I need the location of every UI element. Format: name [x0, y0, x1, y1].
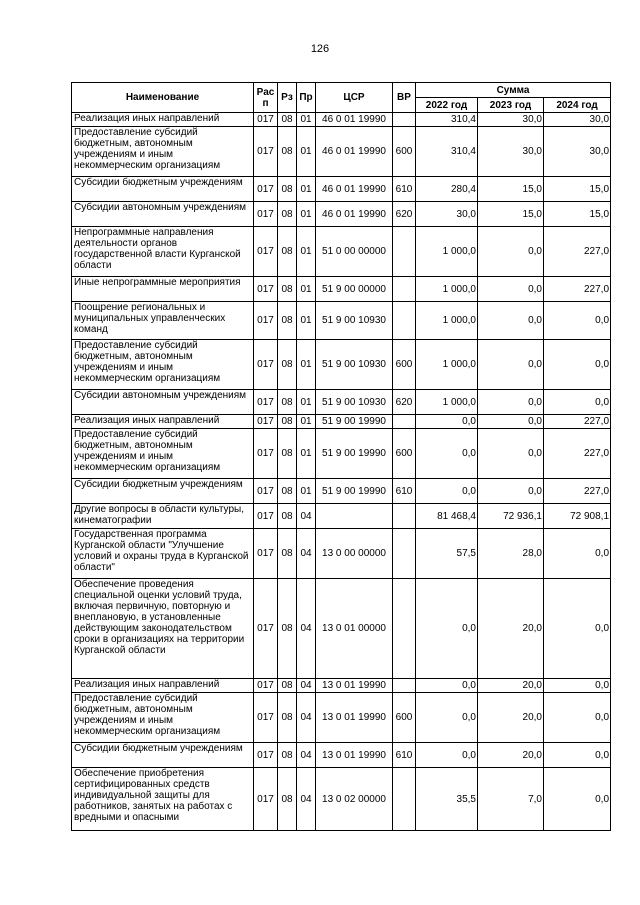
- row-sum-2023: 0,0: [478, 390, 544, 415]
- row-name: Субсидии автономным учреждениям: [72, 390, 254, 415]
- table-row: [72, 679, 611, 693]
- row-sum-2023: 0,0: [478, 227, 544, 277]
- row-rz: 08: [278, 504, 297, 529]
- row-sum-2022: 0,0: [416, 743, 478, 768]
- row-sum-2023: 28,0: [478, 529, 544, 579]
- row-pr: 01: [297, 277, 316, 302]
- row-sum-2022: 1 000,0: [416, 227, 478, 277]
- row-name: Непрограммные направления деятельности органов государственной власти Курганской области: [72, 227, 254, 277]
- row-csr: 13 0 01 19990: [316, 679, 393, 693]
- row-sum-2022: 1 000,0: [416, 277, 478, 302]
- row-rz: 08: [278, 302, 297, 340]
- row-pr: 01: [297, 415, 316, 429]
- header-name: Наименование: [72, 83, 254, 113]
- row-sum-2023: 15,0: [478, 177, 544, 202]
- row-sum-2022: 0,0: [416, 429, 478, 479]
- row-vr: [393, 415, 416, 429]
- row-ras: 017: [254, 113, 278, 127]
- row-csr: 46 0 01 19990: [316, 177, 393, 202]
- row-rz: 08: [278, 390, 297, 415]
- row-pr: 04: [297, 693, 316, 743]
- table-row: [72, 768, 611, 831]
- table-row: [72, 340, 611, 390]
- row-pr: 01: [297, 227, 316, 277]
- row-ras: 017: [254, 429, 278, 479]
- row-sum-2023: 72 936,1: [478, 504, 544, 529]
- row-rz: 08: [278, 479, 297, 504]
- row-name: Субсидии автономным учреждениям: [72, 202, 254, 227]
- row-sum-2024: 227,0: [544, 277, 611, 302]
- row-vr: 610: [393, 177, 416, 202]
- row-rz: 08: [278, 202, 297, 227]
- row-sum-2022: 0,0: [416, 415, 478, 429]
- row-sum-2024: 30,0: [544, 127, 611, 177]
- row-csr: 13 0 01 00000: [316, 579, 393, 679]
- row-pr: 04: [297, 504, 316, 529]
- row-vr: [393, 504, 416, 529]
- row-pr: 01: [297, 177, 316, 202]
- row-csr: 51 9 00 00000: [316, 277, 393, 302]
- row-csr: 13 0 01 19990: [316, 743, 393, 768]
- row-name: Предоставление субсидий бюджетным, автономным учреждениям и иным некоммерческим организациям: [72, 429, 254, 479]
- row-vr: [393, 529, 416, 579]
- row-csr: 13 0 00 00000: [316, 529, 393, 579]
- row-sum-2022: 310,4: [416, 127, 478, 177]
- row-sum-2023: 0,0: [478, 277, 544, 302]
- page-number: 126: [310, 43, 330, 55]
- row-sum-2023: 7,0: [478, 768, 544, 831]
- row-ras: 017: [254, 415, 278, 429]
- row-sum-2022: 1 000,0: [416, 340, 478, 390]
- header-vr: ВР: [393, 83, 416, 113]
- row-sum-2024: 0,0: [544, 529, 611, 579]
- row-pr: 04: [297, 679, 316, 693]
- row-sum-2024: 0,0: [544, 693, 611, 743]
- row-ras: 017: [254, 302, 278, 340]
- row-sum-2022: 0,0: [416, 693, 478, 743]
- row-pr: 01: [297, 113, 316, 127]
- row-ras: 017: [254, 177, 278, 202]
- row-sum-2024: 0,0: [544, 390, 611, 415]
- row-sum-2023: 15,0: [478, 202, 544, 227]
- row-pr: 04: [297, 529, 316, 579]
- table-row: [72, 390, 611, 415]
- table-row: [72, 415, 611, 429]
- row-sum-2022: 81 468,4: [416, 504, 478, 529]
- row-name: Другие вопросы в области культуры, кинематографии: [72, 504, 254, 529]
- row-ras: 017: [254, 227, 278, 277]
- row-sum-2024: 0,0: [544, 743, 611, 768]
- row-sum-2022: 1 000,0: [416, 302, 478, 340]
- row-vr: 610: [393, 479, 416, 504]
- table-row: [72, 479, 611, 504]
- table-row: [72, 504, 611, 529]
- row-vr: [393, 579, 416, 679]
- row-csr: [316, 504, 393, 529]
- row-name: Поощрение региональных и муниципальных управленческих команд: [72, 302, 254, 340]
- row-sum-2022: 0,0: [416, 479, 478, 504]
- row-ras: 017: [254, 743, 278, 768]
- row-sum-2022: 310,4: [416, 113, 478, 127]
- row-pr: 01: [297, 390, 316, 415]
- row-sum-2024: 15,0: [544, 177, 611, 202]
- header-2024: 2024 год: [544, 98, 611, 113]
- row-csr: 46 0 01 19990: [316, 202, 393, 227]
- row-pr: 01: [297, 479, 316, 504]
- row-name: Иные непрограммные мероприятия: [72, 277, 254, 302]
- row-sum-2022: 0,0: [416, 579, 478, 679]
- row-sum-2023: 20,0: [478, 579, 544, 679]
- header-ras: Рас п: [254, 83, 278, 113]
- row-pr: 01: [297, 340, 316, 390]
- row-vr: 600: [393, 693, 416, 743]
- row-ras: 017: [254, 479, 278, 504]
- row-csr: 51 9 00 10930: [316, 390, 393, 415]
- row-sum-2024: 0,0: [544, 679, 611, 693]
- row-name: Предоставление субсидий бюджетным, автономным учреждениям и иным некоммерческим организациям: [72, 340, 254, 390]
- row-sum-2023: 20,0: [478, 679, 544, 693]
- row-name: Субсидии бюджетным учреждениям: [72, 479, 254, 504]
- row-sum-2023: 20,0: [478, 743, 544, 768]
- row-ras: 017: [254, 390, 278, 415]
- row-vr: 620: [393, 390, 416, 415]
- row-csr: 51 9 00 10930: [316, 340, 393, 390]
- table-row: [72, 227, 611, 277]
- header-csr: ЦСР: [316, 83, 393, 113]
- row-ras: 017: [254, 693, 278, 743]
- row-sum-2023: 30,0: [478, 127, 544, 177]
- row-csr: 51 9 00 19990: [316, 479, 393, 504]
- row-name: Государственная программа Курганской области "Улучшение условий и охраны труда в Курганской области": [72, 529, 254, 579]
- table-row: [72, 529, 611, 579]
- row-csr: 13 0 01 19990: [316, 693, 393, 743]
- row-sum-2022: 280,4: [416, 177, 478, 202]
- row-sum-2024: 0,0: [544, 579, 611, 679]
- row-ras: 017: [254, 529, 278, 579]
- row-sum-2024: 0,0: [544, 340, 611, 390]
- row-pr: 04: [297, 743, 316, 768]
- row-name: Предоставление субсидий бюджетным, автономным учреждениям и иным некоммерческим организациям: [72, 127, 254, 177]
- row-rz: 08: [278, 679, 297, 693]
- table-row: [72, 429, 611, 479]
- row-sum-2023: 0,0: [478, 340, 544, 390]
- row-rz: 08: [278, 693, 297, 743]
- row-csr: 51 9 00 10930: [316, 302, 393, 340]
- row-sum-2024: 0,0: [544, 768, 611, 831]
- row-vr: [393, 277, 416, 302]
- table-row: [72, 177, 611, 202]
- row-sum-2023: 0,0: [478, 429, 544, 479]
- row-name: Субсидии бюджетным учреждениям: [72, 177, 254, 202]
- row-name: Обеспечение проведения специальной оценки условий труда, включая первичную, повторную и внеплановую, в установленные действующим законодательством сроки в организациях на территории Курганской области: [72, 579, 254, 679]
- row-sum-2023: 0,0: [478, 479, 544, 504]
- row-rz: 08: [278, 415, 297, 429]
- row-vr: [393, 113, 416, 127]
- row-ras: 017: [254, 202, 278, 227]
- row-sum-2024: 227,0: [544, 227, 611, 277]
- table-row: [72, 743, 611, 768]
- row-sum-2022: 0,0: [416, 679, 478, 693]
- row-vr: [393, 768, 416, 831]
- row-vr: 610: [393, 743, 416, 768]
- header-pr: Пр: [297, 83, 316, 113]
- row-pr: 04: [297, 579, 316, 679]
- row-ras: 017: [254, 768, 278, 831]
- table-row: [72, 202, 611, 227]
- row-vr: 600: [393, 429, 416, 479]
- row-rz: 08: [278, 177, 297, 202]
- row-csr: 51 0 00 00000: [316, 227, 393, 277]
- header-sum: Сумма: [416, 83, 611, 98]
- row-sum-2024: 227,0: [544, 415, 611, 429]
- row-sum-2023: 0,0: [478, 302, 544, 340]
- row-ras: 017: [254, 679, 278, 693]
- row-vr: 600: [393, 127, 416, 177]
- row-ras: 017: [254, 504, 278, 529]
- row-sum-2024: 227,0: [544, 429, 611, 479]
- row-name: Реализация иных направлений: [72, 679, 254, 693]
- row-rz: 08: [278, 429, 297, 479]
- row-name: Реализация иных направлений: [72, 113, 254, 127]
- table-row: [72, 277, 611, 302]
- row-sum-2022: 35,5: [416, 768, 478, 831]
- budget-table: [71, 82, 611, 831]
- row-vr: [393, 302, 416, 340]
- table-row: [72, 302, 611, 340]
- row-pr: 04: [297, 768, 316, 831]
- row-name: Субсидии бюджетным учреждениям: [72, 743, 254, 768]
- table-row: [72, 693, 611, 743]
- row-rz: 08: [278, 277, 297, 302]
- row-pr: 01: [297, 202, 316, 227]
- row-rz: 08: [278, 768, 297, 831]
- row-sum-2023: 0,0: [478, 415, 544, 429]
- row-pr: 01: [297, 127, 316, 177]
- row-vr: [393, 679, 416, 693]
- row-sum-2024: 0,0: [544, 302, 611, 340]
- row-sum-2023: 20,0: [478, 693, 544, 743]
- row-sum-2022: 57,5: [416, 529, 478, 579]
- row-vr: [393, 227, 416, 277]
- row-sum-2024: 15,0: [544, 202, 611, 227]
- header-rz: Рз: [278, 83, 297, 113]
- row-rz: 08: [278, 340, 297, 390]
- row-vr: 620: [393, 202, 416, 227]
- row-ras: 017: [254, 277, 278, 302]
- row-rz: 08: [278, 529, 297, 579]
- header-2022: 2022 год: [416, 98, 478, 113]
- table-row: [72, 113, 611, 127]
- row-csr: 51 9 00 19990: [316, 429, 393, 479]
- header-2023: 2023 год: [478, 98, 544, 113]
- row-sum-2023: 30,0: [478, 113, 544, 127]
- table-row: [72, 127, 611, 177]
- row-rz: 08: [278, 127, 297, 177]
- row-sum-2022: 30,0: [416, 202, 478, 227]
- row-name: Предоставление субсидий бюджетным, автономным учреждениям и иным некоммерческим организациям: [72, 693, 254, 743]
- row-sum-2024: 30,0: [544, 113, 611, 127]
- row-rz: 08: [278, 113, 297, 127]
- row-pr: 01: [297, 429, 316, 479]
- row-rz: 08: [278, 579, 297, 679]
- row-sum-2022: 1 000,0: [416, 390, 478, 415]
- row-name: Реализация иных направлений: [72, 415, 254, 429]
- row-ras: 017: [254, 127, 278, 177]
- table-row: [72, 579, 611, 679]
- row-name: Обеспечение приобретения сертифицированных средств индивидуальной защиты для работников, занятых на работах с вредными и опасными: [72, 768, 254, 831]
- row-rz: 08: [278, 227, 297, 277]
- row-csr: 13 0 02 00000: [316, 768, 393, 831]
- row-ras: 017: [254, 579, 278, 679]
- row-csr: 46 0 01 19990: [316, 113, 393, 127]
- row-rz: 08: [278, 743, 297, 768]
- row-csr: 46 0 01 19990: [316, 127, 393, 177]
- row-sum-2024: 227,0: [544, 479, 611, 504]
- row-ras: 017: [254, 340, 278, 390]
- row-csr: 51 9 00 19990: [316, 415, 393, 429]
- row-pr: 01: [297, 302, 316, 340]
- row-sum-2024: 72 908,1: [544, 504, 611, 529]
- row-vr: 600: [393, 340, 416, 390]
